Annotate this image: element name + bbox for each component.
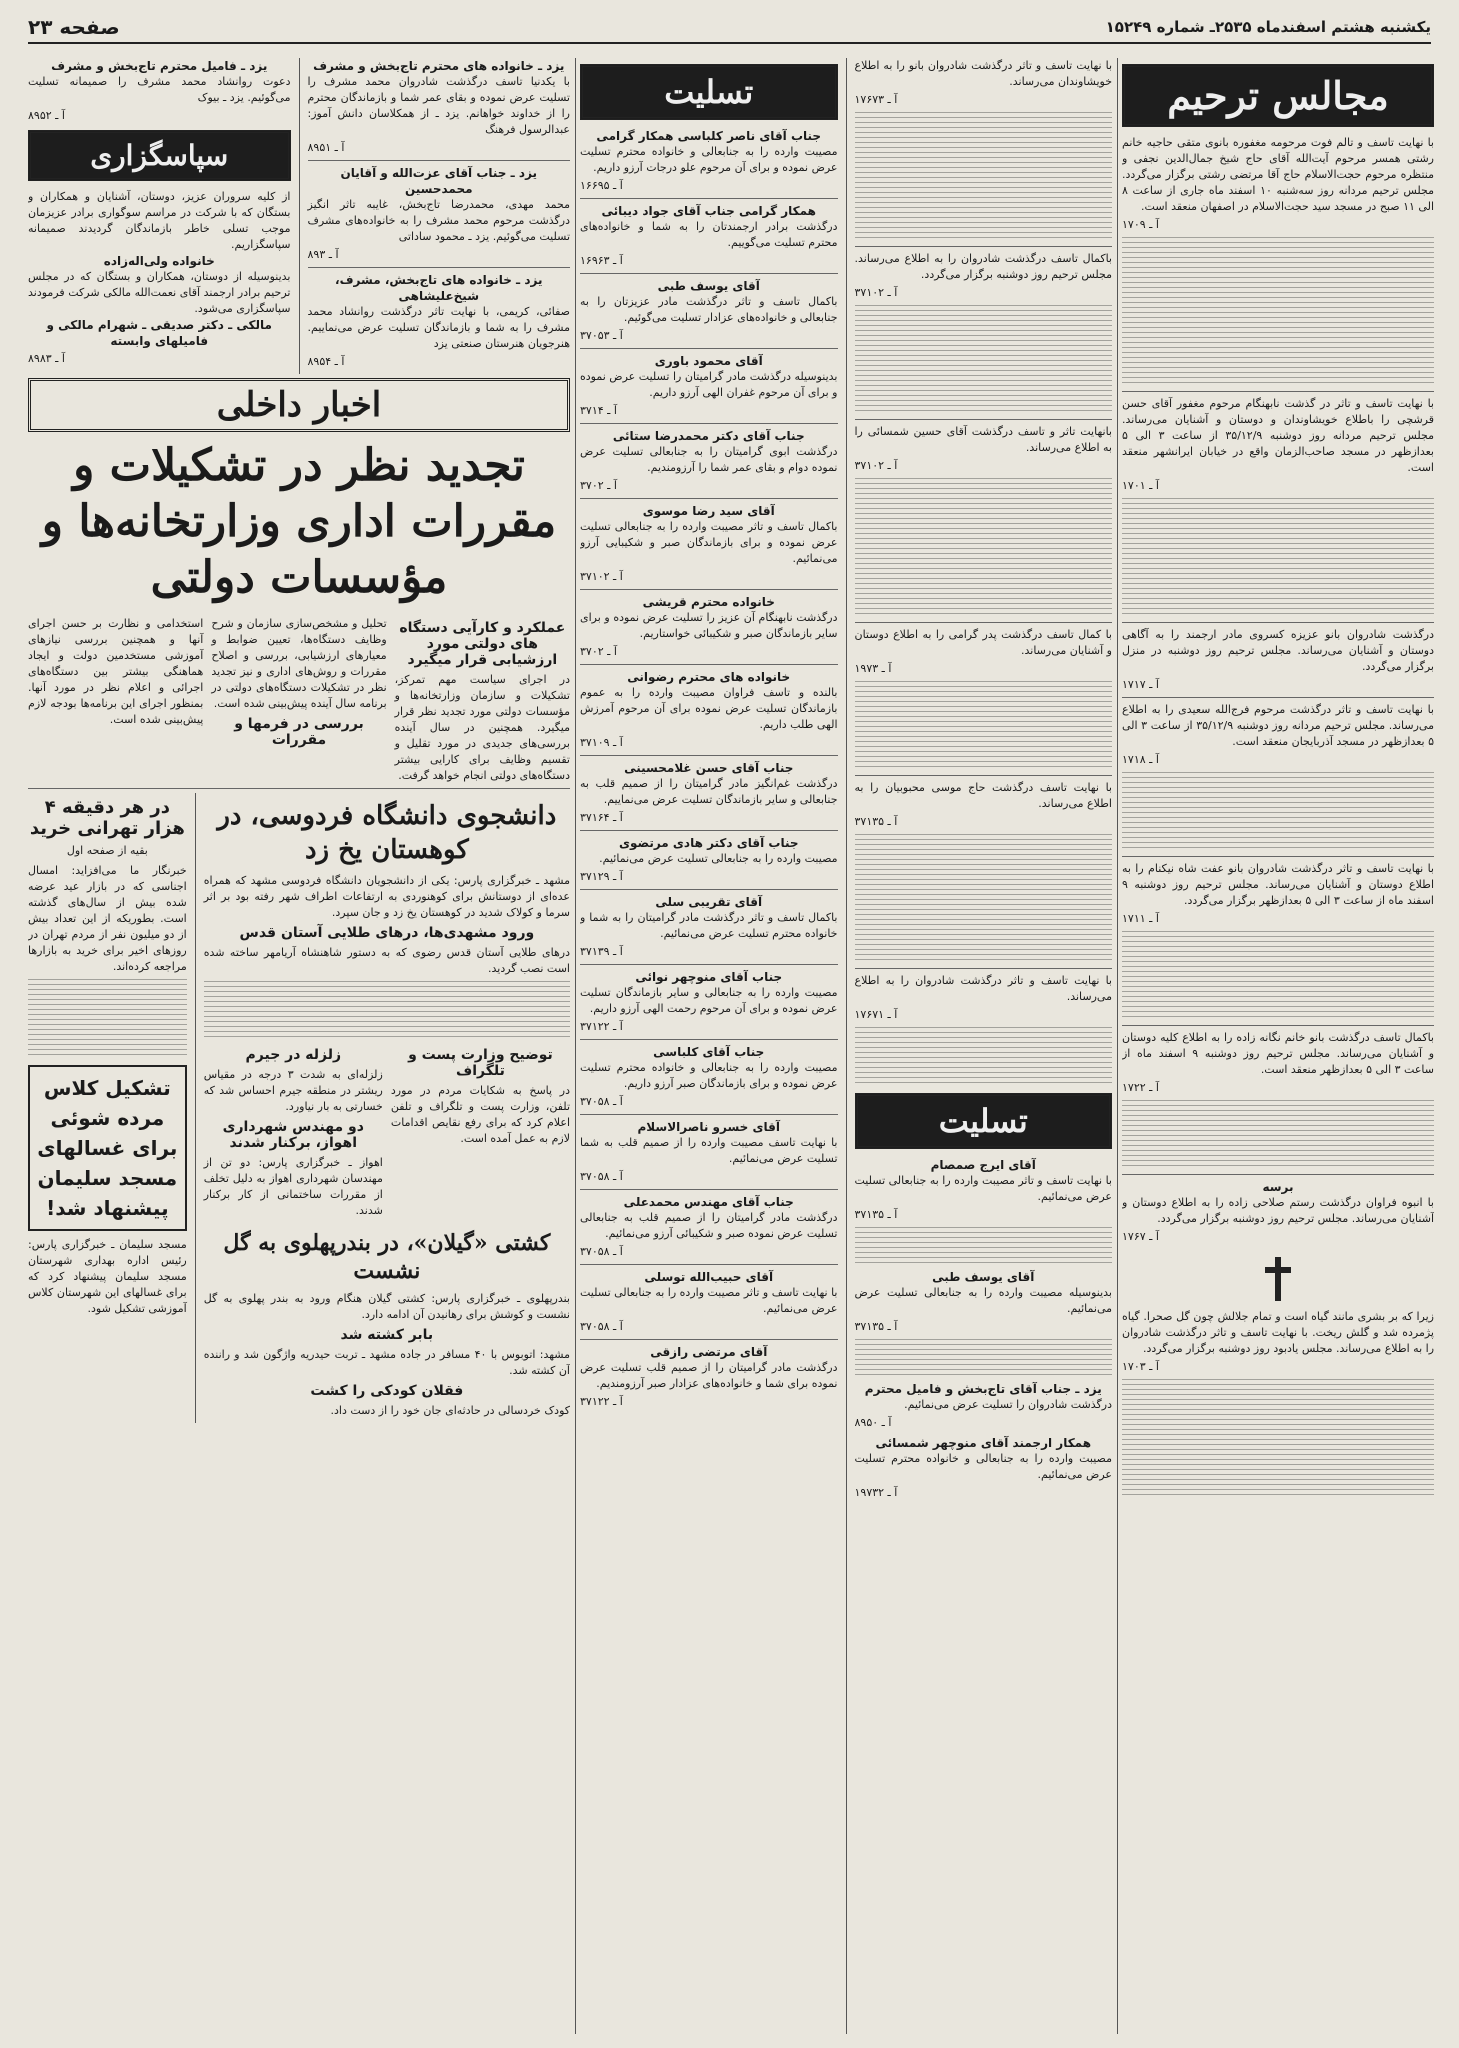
notice-code: آ ـ ۱۷۶۷۳ <box>854 93 898 106</box>
notice-text: مصیبت وارده را به جنابعالی تسلیت عرض می‌نمائیم. <box>599 852 838 865</box>
notice-code: آ ـ ۳۷۰۵۳ <box>580 329 623 342</box>
notice-title: آقای سید رضا موسوی <box>642 504 775 518</box>
thanks-banner: سپاسگزاری <box>28 130 291 181</box>
thanks-notice <box>28 189 291 367</box>
condolence-notice <box>855 1435 1113 1501</box>
column-rule-right <box>1117 58 1118 2034</box>
notice-code: آ ـ ۳۷۱۳۹ <box>580 945 623 958</box>
condolence-notice <box>308 272 571 370</box>
middle-column <box>580 58 1112 2034</box>
divider <box>580 1339 838 1340</box>
page-number: صفحه ۲۳ <box>28 15 120 39</box>
notice-text: بانهایت تاثر و تاسف درگذشت آقای حسین شمسائی را به اطلاع می‌رساند. <box>854 425 1112 454</box>
text-lines <box>855 1027 1113 1087</box>
notice-text: مصیبت وارده را به جنابعالی و خانواده محترم تسلیت عرض می‌نمائیم. <box>854 1452 1112 1481</box>
condolence-notice <box>580 1044 838 1110</box>
notice-title: جناب آقای ناصر کلباسی همکار گرامی <box>596 129 822 143</box>
short-news-col <box>391 1043 570 1223</box>
notice-text: بالنده و تاسف فراوان مصیبت وارده را به عموم بازماندگان تسلیت عرض نموده برای آن مرحوم آمرزش الهی طلب داریم. <box>580 686 838 731</box>
article-text: در اجرای سیاست مهم تمرکز، تشکیلات و سازمان وزارتخانه‌ها و مؤسسات دولتی مورد تجدید نظر قرار میگیرد. همچنین در سال آینده بررسی‌های جدیدی در مورد تقلیل و تقسیم وظایف برای کارایی بیشتر دستگاه‌های دولتی انجام خواهد گرفت. <box>394 673 570 782</box>
divider <box>580 889 838 890</box>
notice-code: آ ـ ۳۷۱۰۲ <box>854 286 898 299</box>
engineer-article: اهواز ـ خبرگزاری پارس: دو تن از مهندسان شهرداری اهواز به دلیل تخلف از مقررات ساختمانی از کار برکنار شدند. <box>203 1156 383 1217</box>
divider <box>1122 1174 1434 1175</box>
notice-code: آ ـ ۳۷۱۰۲ <box>854 459 898 472</box>
notice-text: با نهایت تاسف و تاثر درگذشت شادروان را به اطلاع می‌رساند. <box>854 974 1112 1003</box>
notice-code: آ ـ ۳۷۱۲۹ <box>580 870 623 883</box>
notice-text: محمد مهدی، محمدرضا تاج‌بخش، غایبه تاثر انگیز درگذشت مرحوم محمد مشرف را به خانواده‌های مشرف تسلیت می‌گوئیم. <box>307 198 570 243</box>
notice-title: آقای یوسف طبی <box>657 279 760 293</box>
left-column <box>28 58 570 2034</box>
condolence-notice <box>308 58 571 156</box>
divider <box>28 788 570 789</box>
notice-code: آ ـ ۳۷۱۳۵ <box>854 1320 898 1333</box>
memorial-notice <box>1122 1309 1434 1375</box>
memorial-notice <box>855 58 1113 108</box>
notice-code: آ ـ ۱۹۷۳ <box>854 662 892 675</box>
notice-code: آ ـ ۱۷۰۹ <box>1122 218 1159 231</box>
condolence-notice <box>308 165 571 263</box>
notice-signature: یزد ـ بیوک <box>197 91 244 104</box>
condolence-notice <box>580 503 838 585</box>
notice-text: باکمال تاسف و تاثر درگذشت مادر عزیزتان را به جنابعالی و خانواده‌های عزادار تسلیت می‌گوئیم. <box>580 295 838 324</box>
every-minute-article: خبرنگار ما می‌افزاید: امسال اجناسی که در بازار عید عرضه شده بیش از سال‌های گذشته است. بطوریکه از این تعداد بیش از دو میلیون نفر از مردم تهران در روزهای اخیر برای خرید به بازارها مراجعه کرده‌اند. <box>28 864 187 973</box>
notice-code: آ ـ ۱۷۱۷ <box>1122 678 1159 691</box>
condolence-notice <box>28 58 291 124</box>
divider <box>580 273 838 274</box>
post-headline: توضیح وزارت پست و تلگراف <box>408 1047 553 1079</box>
child-article: کودک خردسالی در حادثه‌ای جان خود را از دست داد. <box>330 1404 570 1417</box>
notice-title: آقای محمود باوری <box>654 354 763 368</box>
notice-text: با نهایت تاسف و تاثر در گذشت نابهنگام مرحوم مغفور آقای حسن قرشچی را باطلاع خویشاوندان و دوستان و آشنایان می‌رساند. مجلس ترحیم مردانه روز دوشنبه ۳۵/۱۲/۹ از ساعت ۳ الی ۵ بعدازظهر در مسجد صاحب‌الزمان واقع در خیابان ایرانشهر منعقد است. <box>1122 397 1434 474</box>
divider <box>855 968 1113 969</box>
divider <box>1122 391 1434 392</box>
divider <box>580 830 838 831</box>
notice-code: آ ـ ۱۷۶۷۱ <box>854 1008 898 1021</box>
notice-title: یزد ـ جناب آقای عزت‌الله و آقایان محمدحسین <box>340 166 538 196</box>
notice-title: آقای تقریبی سلی <box>655 895 763 909</box>
pelvi-headline: بابر کشته شد <box>340 1327 434 1343</box>
divider <box>580 1039 838 1040</box>
notice-title: آقای یوسف طبی <box>932 1270 1035 1284</box>
middle-inner-rule <box>846 58 847 2034</box>
student-headline: دانشجوی دانشگاه فردوسی، در کوهستان یخ زد <box>217 801 557 865</box>
post-article: در پاسخ به شکایات مردم در مورد تلفن، وزارت پست و تلگراف و تلفن اعلام کرد که برای رفع نقایص اقدامات لازم به عمل آمده است. <box>390 1084 570 1145</box>
notice-text: درگذشت مادر گرامیتان را از صمیم قلب تسلیت عرض نموده برای شما و خانواده‌های عزادار صبر آرزومندیم. <box>580 1361 838 1390</box>
notice-text: با نهایت تاسف و تاثر مصیبت وارده را به جنابعالی تسلیت عرض می‌نمائیم. <box>580 1286 838 1315</box>
notice-signature: یزد ـ از همکلاسان دانش آموز: عبدالرسول فرهنگ <box>307 107 570 136</box>
article-column <box>395 616 570 784</box>
condolence-notice <box>580 894 838 960</box>
divider <box>1122 856 1434 857</box>
lower-news-side <box>28 793 187 1423</box>
cross-icon <box>1122 1249 1434 1309</box>
notice-title: یزد ـ خانواده های تاج‌بخش، مشرف، شیخ‌علیشاهی <box>335 273 543 303</box>
divider <box>580 755 838 756</box>
class-box-title: تشکیل کلاس مرده شوئی برای غسالهای مسجد سلیمان پیشنهاد شد! <box>37 1076 178 1220</box>
condolence-notice <box>580 594 838 660</box>
memorial-notice <box>1122 627 1434 693</box>
notice-text: بدینوسیله مصیبت وارده را به جنابعالی تسلیت عرض می‌نمائیم. <box>854 1286 1112 1315</box>
notice-text: درگذشت ابوی گرامیتان را به جنابعالی تسلیت عرض نموده دوام و بقای عمر شما را آرزومندیم. <box>580 445 838 474</box>
domestic-news-title: اخبار داخلی <box>28 378 570 432</box>
notice-text: با نهایت تاسف مصیبت وارده را از صمیم قلب به شما تسلیت عرض می‌نمائیم. <box>580 1136 838 1165</box>
notice-text: با نهایت تاسف درگذشت حاج موسی محبوبیان را به اطلاع می‌رساند. <box>854 781 1112 810</box>
condolence-notice <box>855 1157 1113 1223</box>
lower-news-area <box>28 793 570 1423</box>
notice-title: خانواده های محترم رضوانی <box>627 670 791 684</box>
notice-code: آ ـ ۳۷۰۵۸ <box>580 1320 623 1333</box>
divider <box>1122 697 1434 698</box>
notice-code: آ ـ ۳۷۱۳۵ <box>854 1208 898 1221</box>
notice-text: با انبوه فراوان درگذشت رستم صلاحی زاده را به اطلاع دوستان و آشنایان می‌رساند. مجلس ترحیم روز دوشنبه برگزار می‌گردد. <box>1122 1196 1434 1225</box>
notice-code: آ ـ ۱۷۶۷ <box>1122 1230 1159 1243</box>
notice-text: مصیبت وارده را به جنابعالی و خانواده محترم تسلیت عرض نموده و برای آن مرحوم علو درجات آرزو داریم. <box>580 145 838 174</box>
notice-title: آقای حبیب‌الله توسلی <box>644 1270 774 1284</box>
pilgrims-headline: ورود مشهدی‌ها، درهای طلایی آستان قدس <box>239 925 535 941</box>
divider <box>308 267 571 268</box>
divider <box>580 1114 838 1115</box>
notice-text: با نهایت تاسف و تاثر مصیبت وارده را به جنابعالی تسلیت عرض می‌نمائیم. <box>854 1174 1112 1203</box>
notice-title: یزد ـ خانواده های محترم تاج‌بخش و مشرف <box>313 59 565 73</box>
notice-text: با یکدنیا تاسف درگذشت شادروان محمد مشرف را تسلیت عرض نموده و بقای عمر شما و بازماندگان محترم را از خداوند خواهانم. <box>307 75 570 120</box>
notice-code: آ ـ ۸۹۸۳ <box>28 352 65 365</box>
notice-code: آ ـ ۱۷۱۱ <box>1122 912 1159 925</box>
divider <box>855 775 1113 776</box>
text-lines <box>1122 1100 1434 1170</box>
condolence-notice <box>580 1269 838 1335</box>
article-subhead: عملکرد و کارآیی دستگاه های دولتی مورد ارزشیابی قرار میگیرد <box>399 620 566 668</box>
notice-code: آ ـ ۳۷۱۴ <box>580 404 617 417</box>
condolence-notice <box>580 669 838 751</box>
notice-text: درگذشت غم‌انگیز مادر گرامیتان را از صمیم قلب به جنابعالی و سایر بازماندگان تسلیت عرض می‌نماییم. <box>580 777 838 806</box>
notice-title: جناب آقای دکتر هادی مرتضوی <box>618 836 799 850</box>
every-minute-sub: بقیه از صفحه اول <box>66 844 148 857</box>
memorial-notice <box>1122 1030 1434 1096</box>
middle-left-subcolumn <box>580 58 838 2034</box>
short-news-col <box>204 1043 383 1223</box>
divider <box>580 348 838 349</box>
notice-title: آقای مرتضی رازقی <box>650 1345 768 1359</box>
condolence-notice <box>580 1344 838 1410</box>
notice-code: آ ـ ۸۹۳ <box>307 248 339 261</box>
notice-code: آ ـ ۱۶۹۶۳ <box>580 254 623 267</box>
text-lines <box>1122 1379 1434 1499</box>
notice-text: از کلیه سروران عزیز، دوستان، آشنایان و همکاران و بستگان که با شرکت در مراسم سوگواری برادر عزیزمان موجب تسلی خاطر بازماندگان گردیدند صمیمانه سپاسگزاریم. <box>28 190 291 251</box>
notice-code: آ ـ ۱۶۶۹۵ <box>580 179 623 192</box>
divider <box>580 498 838 499</box>
top-notices-row <box>28 58 570 374</box>
notice-title: یزد ـ فامیل محترم تاج‌بخش و مشرف <box>51 59 268 73</box>
notice-code: آ ـ ۸۹۵۰ <box>854 1416 892 1429</box>
text-lines <box>855 478 1113 618</box>
left-inner-rule <box>299 58 300 374</box>
notice-title: همکار ارجمند آقای منوچهر شمسائی <box>875 1436 1092 1450</box>
every-minute-headline: در هر دقیقه ۴ هزار تهرانی خرید <box>29 797 185 839</box>
notice-code: آ ـ ۳۷۱۶۴ <box>580 811 623 824</box>
child-headline: فقلان کودکی را کشت <box>310 1383 464 1399</box>
condolence-notice <box>580 1119 838 1185</box>
text-lines <box>855 112 1113 242</box>
divider <box>580 664 838 665</box>
notice-code: آ ـ ۳۷۱۳۵ <box>854 815 898 828</box>
top-notices-right <box>308 58 571 374</box>
memorial-notice <box>855 780 1113 830</box>
class-box <box>28 1065 187 1231</box>
text-lines <box>855 1339 1113 1379</box>
notice-title: آقای خسرو ناصرالاسلام <box>637 1120 780 1134</box>
divider <box>1122 622 1434 623</box>
condolence-notice <box>580 760 838 826</box>
notice-title: جناب آقای دکتر محمدرضا ستائی <box>612 429 805 443</box>
memorial-notice <box>1122 702 1434 768</box>
notice-code: آ ـ ۳۷۱۲۲ <box>580 1395 623 1408</box>
condolence-notice <box>580 969 838 1035</box>
notice-code: آ ـ ۸۹۵۴ <box>307 355 345 368</box>
memorial-notice <box>1122 396 1434 494</box>
divider <box>580 1264 838 1265</box>
notice-code: آ ـ ۳۷۱۲۲ <box>580 1020 623 1033</box>
engineer-headline: دو مهندس شهرداری اهواز، برکنار شدند <box>222 1119 364 1151</box>
condolence-notice <box>580 278 838 344</box>
text-lines <box>855 834 1113 964</box>
notice-text: باکمال تاسف درگذشت شادروان را به اطلاع می‌رساند. مجلس ترحیم روز دوشنبه برگزار می‌گردد. <box>854 252 1112 281</box>
text-lines <box>855 1227 1113 1267</box>
notice-code: آ ـ ۳۷۱۰۹ <box>580 736 623 749</box>
notice-title: جناب آقای کلباسی <box>653 1045 765 1059</box>
notice-code: آ ـ ۳۷۰۵۸ <box>580 1245 623 1258</box>
notice-text: درگذشت برادر ارجمندتان را به شما و خانواده‌های محترم تسلیت می‌گوییم. <box>580 220 838 249</box>
notice-text: با کمال تاسف درگذشت پدر گرامی را به اطلاع دوستان و آشنایان می‌رساند. <box>854 628 1112 657</box>
divider <box>580 589 838 590</box>
memorial-notice <box>855 251 1113 301</box>
notice-code: آ ـ ۳۷۰۵۸ <box>580 1170 623 1183</box>
lower-news-main <box>204 793 570 1423</box>
memorial-notice <box>855 627 1113 677</box>
gilan-headline: کشتی «گیلان»، در بندرپهلوی به گل نشست <box>223 1230 551 1284</box>
short-news-row <box>204 1043 570 1223</box>
class-box-article: مسجد سلیمان ـ خبرگزاری پارس: رئیس اداره بهداری شهرستان مسجد سلیمان پیشنهاد کرد که برای غسالهای این شهرستان کلاس آموزشی تشکیل شود. <box>28 1238 187 1315</box>
right-column <box>1122 58 1434 2034</box>
notice-code: آ ـ ۳۷۰۲ <box>580 479 617 492</box>
notice-title: جناب آقای مهندس محمدعلی <box>623 1195 794 1209</box>
quake-article: زلزله‌ای به شدت ۳ درجه در مقیاس ریشتر در منطقه جیرم احساس شد که خسارتی به بار نیاورد. <box>203 1068 383 1113</box>
notice-title: آقای ایرج صمصام <box>930 1158 1036 1172</box>
notice-code: آ ـ ۳۷۰۵۸ <box>580 1095 623 1108</box>
divider <box>580 1189 838 1190</box>
article-column <box>211 616 386 784</box>
article-text: تحلیل و مشخص‌سازی سازمان و شرح وظایف دستگاه‌ها، تعیین ضوابط و معیارهای ارزشیابی، بررسی و اصلاح مقررات و روش‌های اداری و نیز تجدید نظر در تشکیلات دستگاه‌های دولتی در برنامه سال آینده پیش‌بینی شده است. <box>211 617 387 710</box>
notice-text: مصیبت وارده را به جنابعالی و خانواده محترم تسلیت عرض نموده و برای بازماندگان صبر آرزو داریم. <box>580 1061 838 1090</box>
notice-code: آ ـ ۱۷۱۸ <box>1122 753 1159 766</box>
text-lines <box>1122 772 1434 852</box>
notice-signature: مالکی ـ دکتر صدیقی ـ شهرام مالکی و فامیلهای وابسته <box>46 318 272 348</box>
divider <box>855 622 1113 623</box>
column-rule-left <box>575 58 576 2034</box>
condolence-notice <box>580 128 838 194</box>
quake-headline: زلزله در جیرم <box>245 1047 342 1063</box>
notice-signature: یزد ـ محمود ساداتی <box>398 230 490 243</box>
pilgrims-article: درهای طلایی آستان قدس رضوی که به دستور شاهنشاه آریامهر ساخته شده است نصب گردید. <box>203 946 570 975</box>
text-lines <box>1122 931 1434 1021</box>
student-article: مشهد ـ خبرگزاری پارس: یکی از دانشجویان دانشگاه فردوسی مشهد که همراه عده‌ای از دوستانش برای کوهنوردی به ارتفاعات اطراف شهر رفته بود بر اثر سرما و کولاک شدید در کوهستان یخ زد و جان سپرد. <box>203 874 570 919</box>
notice-text: مصیبت وارده را به جنابعالی و سایر بازماندگان تسلیت عرض نموده و برای آن مرحوم رحمت الهی آرزو داریم. <box>580 986 838 1015</box>
divider <box>580 964 838 965</box>
notice-text: درگذشت شادروان را تسلیت عرض می‌نمائیم. <box>904 1398 1112 1411</box>
notice-text: بدینوسیله درگذشت مادر گرامیتان را تسلیت عرض نموده و برای آن مرحوم غفران الهی آرزو داریم. <box>580 370 838 399</box>
notice-text: دعوت روانشاد محمد مشرف را صمیمانه تسلیت می‌گوئیم. <box>28 75 291 104</box>
text-lines <box>1122 237 1434 387</box>
running-header <box>28 12 1431 44</box>
condolence-banner-bottom: تسلیت <box>855 1093 1113 1149</box>
notice-text: باکمال تاسف و تاثر مصیبت وارده را به جنابعالی تسلیت عرض نموده و برای بازماندگان صبر و شکیبایی آرزو می‌نمائیم. <box>580 520 838 565</box>
notice-code: آ ـ ۱۷۲۲ <box>1122 1081 1159 1094</box>
gilan-article: بندرپهلوی ـ خبرگزاری پارس: کشتی گیلان هنگام ورود به بندر پهلوی به گل نشست و کوشش برای رهانیدن آن ادامه دارد. <box>203 1292 570 1321</box>
notice-code: آ ـ ۱۷۰۳ <box>1122 1360 1159 1373</box>
condolence-notice <box>855 1381 1113 1431</box>
notice-text: باکمال تاسف و تاثر درگذشت مادر گرامیتان را به شما و خانواده محترم تسلیت عرض می‌نمائیم. <box>580 911 838 940</box>
memorial-notice <box>1122 861 1434 927</box>
article-footer-subhead: بررسی در فرمها و مقررات <box>234 716 364 748</box>
memorial-services-banner: مجالس ترحیم <box>1122 64 1434 127</box>
notice-text: با نهایت تاسف و تالم فوت مرحومه مغفوره بانوی متقی حاجیه خانم رشتی همسر مرحوم آیت‌الله آقای حاج شیخ جمال‌الدین نجفی و منتظره مرحوم حجت‌الاسلام حاج آقا مرتضی رشتی برگزار می‌گردد. مجلس ترحیم مردانه روز سه‌شنبه ۱۰ اسفند ماه جاری از ساعت ۸ الی ۱۱ صبح در مسجد سید حجت‌الاسلام در اصفهان منعقد است. <box>1122 136 1434 213</box>
notice-code: آ ـ ۸۹۵۱ <box>307 141 345 154</box>
notice-text: با نهایت تاسف و تاثر درگذشت مرحوم فرج‌الله سعیدی را به اطلاع می‌رساند. مجلس ترحیم مردانه روز دوشنبه ۳۵/۱۲/۹ از ساعت ۳ الی ۵ بعدازظهر در مسجد آذربایجان منعقد است. <box>1122 703 1434 748</box>
notice-text: زیرا که بر بشری مانند گیاه است و تمام جلالش چون گل صحرا. گیاه پژمرده شد و گلش ریخت. با نهایت تاسف و تاثر درگذشت شادروان را به اطلاع می‌رساند. مجلس یادبود روز دوشنبه برگزار می‌گردد. <box>1122 1310 1434 1355</box>
notice-title: یزد ـ جناب آقای تاج‌بخش و فامیل محترم <box>864 1382 1102 1396</box>
notice-code: آ ـ ۸۹۵۲ <box>28 109 65 122</box>
condolence-banner-top: تسلیت <box>580 64 838 120</box>
notice-text: درگذشت نابهنگام آن عزیز را تسلیت عرض نموده و برای سایر بازماندگان صبر و شکیبائی خواستاریم. <box>580 611 838 640</box>
notice-title: جناب آقای حسن غلامحسینی <box>624 761 794 775</box>
pelvi-article: مشهد: اتوبوس با ۴۰ مسافر در جاده مشهد ـ تربت حیدریه واژگون شد و راننده آن کشته شد. <box>203 1348 570 1377</box>
lower-inner-rule <box>195 793 196 1423</box>
condolence-notice <box>580 835 838 885</box>
text-lines <box>204 981 570 1041</box>
divider <box>580 423 838 424</box>
article-column <box>28 616 203 784</box>
notice-title: جناب آقای منوچهر نوائی <box>635 970 783 984</box>
notice-text: درگذشت شادروان بانو عزیزه کسروی مادر ارجمند را به آگاهی دوستان و آشنایان می‌رساند. مجلس ترحیم روز دوشنبه در منزل برگزار می‌گردد. <box>1122 628 1434 673</box>
notice-code: آ ـ ۱۷۰۱ <box>1122 479 1159 492</box>
notice-text: با نهایت تاسف و تاثر درگذشت شادروان بانو را به اطلاع خویشاوندان می‌رساند. <box>854 59 1112 88</box>
memorial-notice <box>855 973 1113 1023</box>
notice-text: بدینوسیله از دوستان، همکاران و بستگان که در مجلس ترحیم برادر ارجمند آقای نعمت‌الله مالکی شرکت فرمودند سپاسگزاری می‌شود. <box>28 270 291 315</box>
text-lines <box>1122 498 1434 618</box>
text-lines <box>28 979 187 1059</box>
condolence-notice <box>580 1194 838 1260</box>
memorial-notice <box>1122 135 1434 233</box>
notice-text: صفائی، کریمی، با نهایت تاثر درگذشت روانشاد محمد مشرف را به شما و بازماندگان تسلیت عرض می‌نماییم. <box>307 305 570 334</box>
divider <box>855 419 1113 420</box>
text-lines <box>855 681 1113 771</box>
text-lines <box>855 305 1113 415</box>
main-article <box>28 616 570 784</box>
notice-title: خانواده محترم قریشی <box>642 595 775 609</box>
notice-title: همکار گرامی جناب آقای جواد دیبائی <box>601 204 817 218</box>
notice-text: با نهایت تاسف و تاثر درگذشت شادروان بانو عفت شاه نیکنام را به اطلاع دوستان و آشنایان می‌رساند. مجلس ترحیم روز دوشنبه ۹ اسفند ماه از ساعت ۳ الی ۵ بعدازظهر برگزار می‌گردد. <box>1122 862 1434 907</box>
memorial-notice <box>1122 1179 1434 1245</box>
condolence-notice <box>580 353 838 419</box>
notice-text: باکمال تاسف درگذشت بانو خانم نگانه زاده را به اطلاع کلیه دوستان و آشنایان می‌رساند. مجلس ترحیم روز دوشنبه ۹ اسفند ماه از ساعت ۳ الی ۵ بعدازظهر منعقد است. <box>1122 1031 1434 1076</box>
notice-title: برسه <box>1262 1180 1294 1194</box>
memorial-notice <box>855 424 1113 474</box>
notice-code: آ ـ ۱۹۷۳۲ <box>854 1486 898 1499</box>
issue-date-line: یکشنبه هشتم اسفندماه ۲۵۳۵ـ شماره ۱۵۲۴۹ <box>1105 18 1431 36</box>
main-headline: تجدید نظر در تشکیلات و مقررات اداری وزارتخانه‌ها و مؤسسات دولتی <box>41 440 557 603</box>
divider <box>1122 1025 1434 1026</box>
middle-right-subcolumn <box>855 58 1113 2034</box>
divider <box>308 160 571 161</box>
notice-signature: هنرجویان هنرستان صنعتی یزد <box>433 337 570 350</box>
condolence-notice <box>855 1269 1113 1335</box>
notice-code: آ ـ ۳۷۰۲ <box>580 645 617 658</box>
divider <box>855 246 1113 247</box>
top-notices-left <box>28 58 291 374</box>
notice-text: درگذشت مادر گرامیتان را از صمیم قلب به جنابعالی تسلیت عرض نموده صبر و شکیبائی آرزو می‌نمائیم. <box>580 1211 838 1240</box>
divider <box>580 198 838 199</box>
condolence-notice <box>580 203 838 269</box>
notice-code: آ ـ ۳۷۱۰۲ <box>580 570 623 583</box>
notice-signature: خانواده ولی‌اله‌زاده <box>103 254 215 268</box>
article-text: استخدامی و نظارت بر حسن اجرای آنها و همچنین بررسی نیازهای آموزشی مستخدمین دولت و ایجاد هماهنگی بیشتر بین دستگاه‌های اجرائی و اعلام نظر در مورد آنها. بمنظور اجرای این برنامه‌ها بودجه لازم پیش‌بینی شده است. <box>28 617 204 726</box>
condolence-notice <box>580 428 838 494</box>
